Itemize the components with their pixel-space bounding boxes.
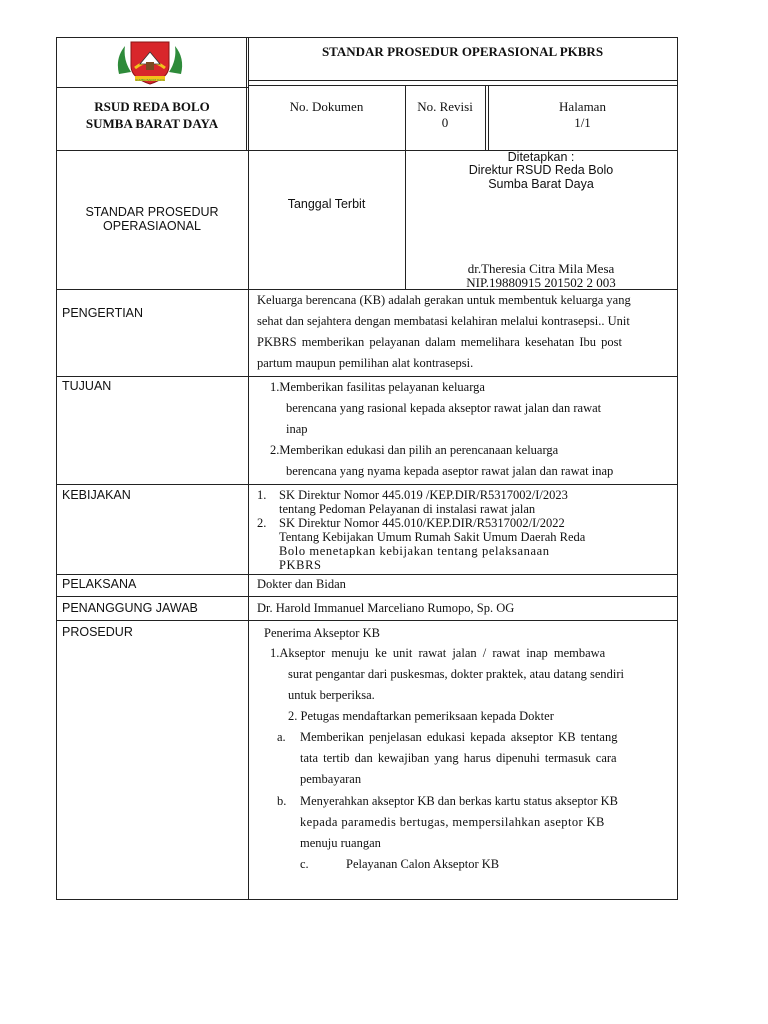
direktur-line1: Direktur RSUD Reda Bolo (468, 163, 614, 177)
signer-name: dr.Theresia Citra Mila Mesa (467, 261, 615, 276)
ditetapkan-label: Ditetapkan : (507, 150, 575, 164)
direktur-line2: Sumba Barat Daya (488, 177, 594, 191)
document-title: STANDAR PROSEDUR OPERASIONAL PKBRS (321, 44, 604, 59)
kebijakan-item: SK Direktur Nomor 445.019 /KEP.DIR/R5317002/I/2023 (279, 488, 568, 502)
sop-label-line1: STANDAR PROSEDUR (85, 205, 219, 219)
institution-name-line2: SUMBA BARAT DAYA (85, 116, 219, 131)
tujuan-item: 2.Memberikan edukasi dan pilih an perencanaan keluarga (270, 443, 559, 457)
prosedur-sub-item: kepada paramedis bertugas, mempersilahkan aseptor KB (300, 815, 605, 829)
prosedur-step: untuk berperiksa. (288, 688, 375, 702)
no-revisi-label: No. Revisi (417, 99, 473, 114)
prosedur-sub-item: pembayaran (300, 772, 362, 786)
tujuan-item: berencana yang rasional kepada akseptor rawat jalan dan rawat (286, 401, 602, 415)
penanggung-jawab-value: Dr. Harold Immanuel Marceliano Rumopo, Sp. OG (257, 601, 515, 615)
prosedur-heading: Penerima Akseptor KB (264, 626, 380, 640)
pengertian-line: sehat dan sejahtera dengan membatasi kelahiran melalui kontrasepsi.. Unit (257, 314, 630, 328)
kebijakan-item: PKBRS (279, 558, 322, 572)
prosedur-sub-item: Menyerahkan akseptor KB dan berkas kartu status akseptor KB (300, 794, 618, 808)
institution-name-line1: RSUD REDA BOLO (94, 99, 210, 114)
pengertian-label: PENGERTIAN (62, 306, 144, 320)
logo-caption: SUMBA BARAT DAYA (135, 78, 165, 82)
prosedur-sub-item: menuju ruangan (300, 836, 381, 850)
pelaksana-label: PELAKSANA (62, 577, 137, 591)
prosedur-sub-label: b. (277, 794, 287, 808)
prosedur-step: surat pengantar dari puskesmas, dokter praktek, atau datang sendiri (288, 667, 624, 681)
kebijakan-item: SK Direktur Nomor 445.010/KEP.DIR/R5317002/I/2022 (279, 516, 565, 530)
kebijakan-item: Tentang Kebijakan Umum Rumah Sakit Umum Daerah Reda (279, 530, 586, 544)
prosedur-label: PROSEDUR (62, 625, 133, 639)
tujuan-label: TUJUAN (62, 379, 112, 393)
prosedur-sub-label: a. (277, 730, 286, 744)
prosedur-sub-label: c. (300, 857, 309, 871)
kebijakan-item: Bolo menetapkan kebijakan tentang pelaksanaan (279, 544, 550, 558)
kebijakan-number: 1. (257, 488, 267, 502)
prosedur-step: 1.Akseptor menuju ke unit rawat jalan / rawat inap membawa (270, 646, 606, 660)
halaman-label: Halaman (559, 99, 606, 114)
kebijakan-label: KEBIJAKAN (62, 488, 131, 502)
signer-nip: NIP.19880915 201502 2 003 (466, 275, 616, 290)
penanggung-jawab-label: PENANGGUNG JAWAB (62, 601, 198, 615)
tanggal-terbit-label: Tanggal Terbit (287, 197, 366, 211)
sop-label-line2: OPERASIAONAL (103, 219, 201, 233)
kebijakan-item: tentang Pedoman Pelayanan di instalasi rawat jalan (279, 502, 536, 516)
tujuan-item: inap (286, 422, 308, 436)
tujuan-item: 1.Memberikan fasilitas pelayanan keluarga (270, 380, 485, 394)
pelaksana-value: Dokter dan Bidan (257, 577, 346, 591)
halaman-value: 1/1 (574, 115, 591, 130)
kebijakan-number: 2. (257, 516, 267, 530)
prosedur-sub-item: Memberikan penjelasan edukasi kepada akseptor KB tentang (300, 730, 618, 744)
pengertian-line: Keluarga berencana (KB) adalah gerakan untuk membentuk keluarga yang (257, 293, 631, 307)
tujuan-item: berencana yang nyama kepada aseptor rawat jalan dan rawat inap (286, 464, 614, 478)
prosedur-sub-item: tata tertib dan kewajiban yang harus dipenuhi termasuk cara (300, 751, 617, 765)
pengertian-line: partum maupun pemilihan alat kontrasepsi. (257, 356, 474, 370)
prosedur-sub-item: Pelayanan Calon Akseptor KB (346, 857, 500, 871)
prosedur-step: 2. Petugas mendaftarkan pemeriksaan kepada Dokter (288, 709, 554, 723)
no-dokumen-label: No. Dokumen (289, 99, 364, 114)
pengertian-line: PKBRS memberikan pelayanan dalam memelihara kesehatan Ibu post (257, 335, 622, 349)
no-revisi-value: 0 (441, 115, 449, 130)
